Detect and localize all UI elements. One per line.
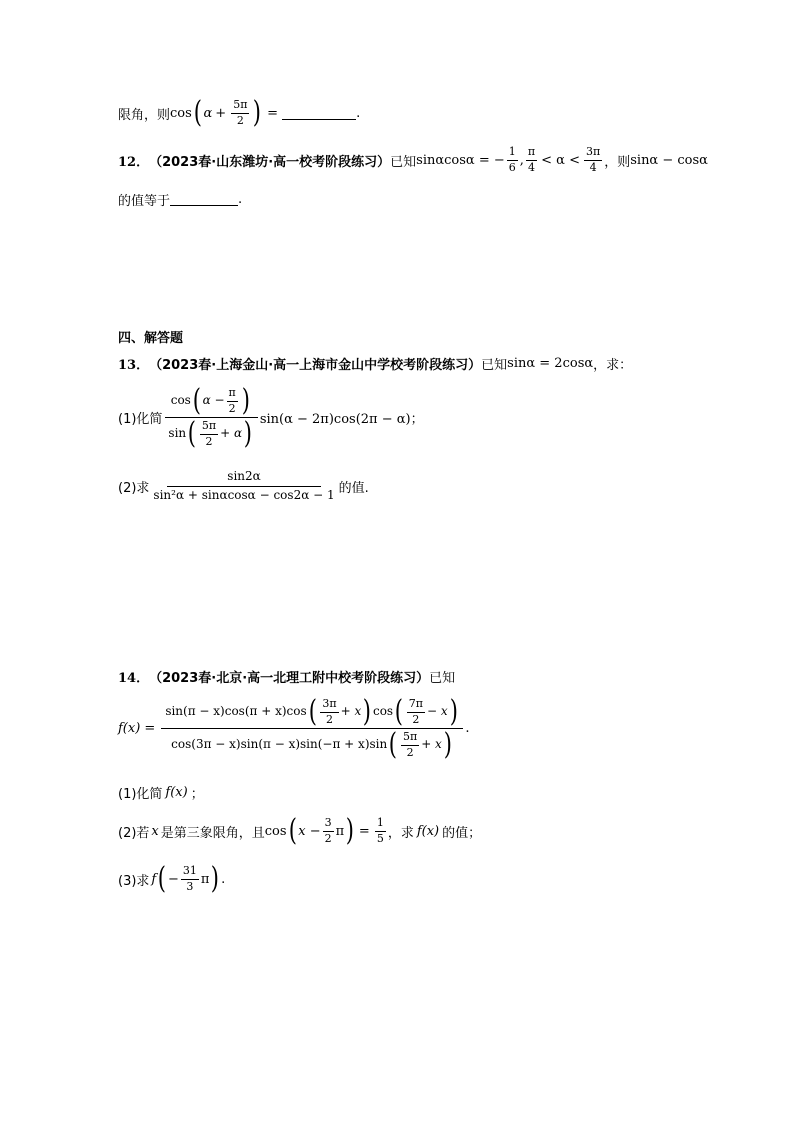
q12-answer-blank[interactable] (170, 193, 238, 206)
q14-p3-frac (181, 865, 199, 893)
q11-answer-blank[interactable] (282, 107, 356, 120)
q12-frac2-num: π (526, 146, 537, 161)
q13-p2-fraction (151, 470, 336, 503)
right-paren: ) (211, 861, 220, 896)
q12-comma: , (519, 152, 524, 168)
q14-num-a: sin(π − x)cos(π + x)cos (165, 704, 307, 719)
q12-frac1-num: 1 (507, 146, 518, 161)
q14-p2-a: (2)若 (118, 825, 150, 841)
left-paren: ( (192, 383, 201, 418)
q11-cos: cos (170, 105, 192, 121)
q14-den-frac-num: 5π (401, 731, 419, 746)
q14-p2-c: ，求 (387, 825, 414, 841)
q14-f-def: f(x) = (118, 721, 156, 736)
q13-p2-numerator: sin2α (167, 470, 320, 487)
q14-p1-expr: f(x) (165, 785, 188, 800)
q12-frac3-num: 3π (584, 146, 602, 161)
q14-p2-val-den: 5 (376, 831, 384, 845)
q12-frac1 (507, 146, 518, 174)
q14-p2-frac-den: 2 (324, 831, 332, 845)
q14-part1 (118, 783, 204, 802)
q14-den-frac-den: 2 (406, 745, 414, 759)
q13-p1-den-sin: sin (168, 426, 187, 441)
q14-p3-frac-num: 31 (181, 865, 199, 880)
q13-number: 13． (118, 358, 150, 373)
q13-p1-den-frac-den: 2 (205, 434, 213, 448)
q14-p1-label: (1)化简 (118, 787, 163, 802)
q14-p3-end: . (221, 871, 226, 887)
q13-p1-label: (1)化简 (118, 412, 163, 427)
q14-p2-value (375, 817, 386, 845)
q14-part2 (118, 813, 482, 848)
q13-p1-tail: sin(α − 2π)cos(2π − α)； (259, 412, 424, 427)
q14-p3-a: (3)求 (118, 873, 150, 889)
q14-p2-d: 的值； (442, 825, 482, 841)
q13-p2-label: (2)求 (118, 480, 150, 496)
left-paren: ( (157, 861, 167, 896)
q12-expr1: sinαcosα = − (416, 152, 505, 168)
q11-prefix: 限角，则 (118, 107, 171, 123)
q14-denominator (167, 729, 457, 760)
q12-line2-text: 的值等于 (118, 194, 171, 209)
q13-p1-den-frac-num: 5π (200, 420, 218, 435)
right-paren: ) (443, 727, 452, 762)
right-paren: ) (345, 813, 355, 848)
q14-den-frac (401, 731, 419, 759)
q11-equals: = (267, 105, 279, 121)
q13-p1-num-frac (227, 387, 238, 415)
q14-num-b: + x (340, 704, 362, 719)
q13-p1-num-frac-den: 2 (228, 401, 236, 415)
q13-part1 (118, 383, 424, 451)
q14-p1-end: ； (190, 787, 204, 802)
q14-p2-x: x (151, 823, 159, 839)
q14-p2-val-num: 1 (375, 817, 386, 832)
q14-p3-f: f (151, 871, 157, 887)
q12-line2 (118, 190, 242, 209)
q12-expr2: sinα − cosα (630, 152, 708, 168)
q11-fraction (231, 99, 249, 127)
right-paren: ) (243, 416, 253, 451)
left-paren: ( (187, 416, 197, 451)
q13-p1-num-alpha: α − (202, 393, 225, 408)
q11-end: . (356, 105, 361, 121)
section-title: 四、解答题 (118, 331, 184, 346)
q14-num-frac2-den: 2 (412, 712, 420, 726)
q12-end: . (238, 192, 243, 207)
q14-num-paren2 (393, 694, 459, 729)
q13-p2-denominator: sin²α + sinαcosα − cos2α − 1 (153, 487, 335, 502)
q14-num-frac1-num: 3π (320, 698, 338, 713)
left-paren: ( (388, 727, 398, 762)
q12-frac2 (526, 146, 537, 174)
left-paren: ( (394, 694, 404, 729)
q12-lt: < α < (541, 152, 580, 168)
q11-alpha: α (203, 105, 213, 121)
q14-p3-paren (156, 861, 221, 896)
q14-p2-b: 是第三象限角，且 (160, 825, 265, 841)
q14-p2-in: x − (298, 823, 321, 839)
q12-frac1-den: 6 (508, 160, 516, 174)
q12-line1 (118, 146, 708, 174)
q13-p1-num-frac-num: π (227, 387, 238, 402)
q11-frac-den: 2 (236, 113, 244, 127)
q14-den-paren (387, 727, 453, 762)
q14-p2-expr: f(x) (416, 823, 440, 839)
q13-part2 (118, 470, 369, 503)
q14-num-frac1 (320, 698, 338, 726)
q14-def-end: . (465, 721, 470, 736)
q11-tail-line (118, 95, 361, 130)
q14-p2-eq: = (358, 823, 370, 839)
q14-p2-frac-num: 3 (323, 817, 334, 832)
q13-p1-numerator (165, 383, 258, 418)
q12-frac3-den: 4 (589, 160, 597, 174)
q14-p3-pi: π (200, 871, 210, 887)
q13-expr1: sinα = 2cosα (507, 356, 594, 371)
q11-frac-num: 5π (231, 99, 249, 114)
q14-p3-minus: − (167, 871, 179, 887)
q13-text2: ，求： (593, 358, 633, 373)
q14-p3-frac-den: 3 (186, 879, 194, 893)
left-paren: ( (193, 95, 202, 130)
q11-plus: + (215, 105, 227, 121)
q14-numerator (161, 694, 463, 729)
q14-num-frac2 (407, 698, 425, 726)
q14-fraction (161, 694, 463, 762)
q13-p1-den-paren (186, 416, 254, 451)
q14-num-frac1-den: 2 (325, 712, 333, 726)
q13-p2-tail: 的值. (338, 480, 369, 496)
q14-p2-cos: cos (264, 823, 287, 839)
q13-source: （2023春·上海金山·高一上海市金山中学校考阶段练习） (149, 358, 482, 373)
right-paren: ) (253, 95, 262, 130)
q12-source: （2023春·山东潍坊·高一校考阶段练习） (149, 154, 391, 170)
q14-source: （2023春·北京·高一北理工附中校考阶段练习） (149, 671, 430, 686)
q14-part3 (118, 861, 226, 896)
q13-p1-denominator (164, 418, 257, 449)
q14-num-cos: cos (372, 704, 394, 719)
q13-line1 (118, 354, 632, 373)
q13-p1-num-cos: cos (170, 393, 191, 408)
right-paren: ) (241, 383, 250, 418)
q12-frac2-den: 4 (528, 160, 536, 174)
q11-paren-group (192, 95, 263, 130)
q12-text1: 已知 (390, 154, 417, 170)
right-paren: ) (363, 694, 372, 729)
q14-den-a: cos(3π − x)sin(π − x)sin(−π + x)sin (171, 737, 388, 752)
q13-text1: 已知 (481, 358, 508, 373)
q13-p1-fraction (164, 383, 257, 451)
q14-number: 14． (118, 671, 150, 686)
q13-p1-num-paren (191, 383, 252, 418)
right-paren: ) (449, 694, 458, 729)
q14-num-paren1 (307, 694, 373, 729)
q13-p1-den-frac (200, 420, 218, 448)
q12-number: 12． (118, 154, 150, 170)
q14-line1 (118, 667, 455, 686)
q13-p1-den-plus: + α (220, 426, 243, 441)
q14-p2-paren (287, 813, 356, 848)
left-paren: ( (308, 694, 317, 729)
q12-text2: ，则 (604, 154, 631, 170)
q14-p2-frac (323, 817, 334, 845)
left-paren: ( (288, 813, 297, 848)
q12-frac3 (584, 146, 602, 174)
q14-num-c: − x (427, 704, 448, 719)
q14-definition (118, 694, 470, 762)
q14-num-frac2-num: 7π (407, 698, 425, 713)
q14-text1: 已知 (429, 671, 456, 686)
q14-p2-pi: π (335, 823, 345, 839)
q14-den-b: + x (421, 737, 442, 752)
